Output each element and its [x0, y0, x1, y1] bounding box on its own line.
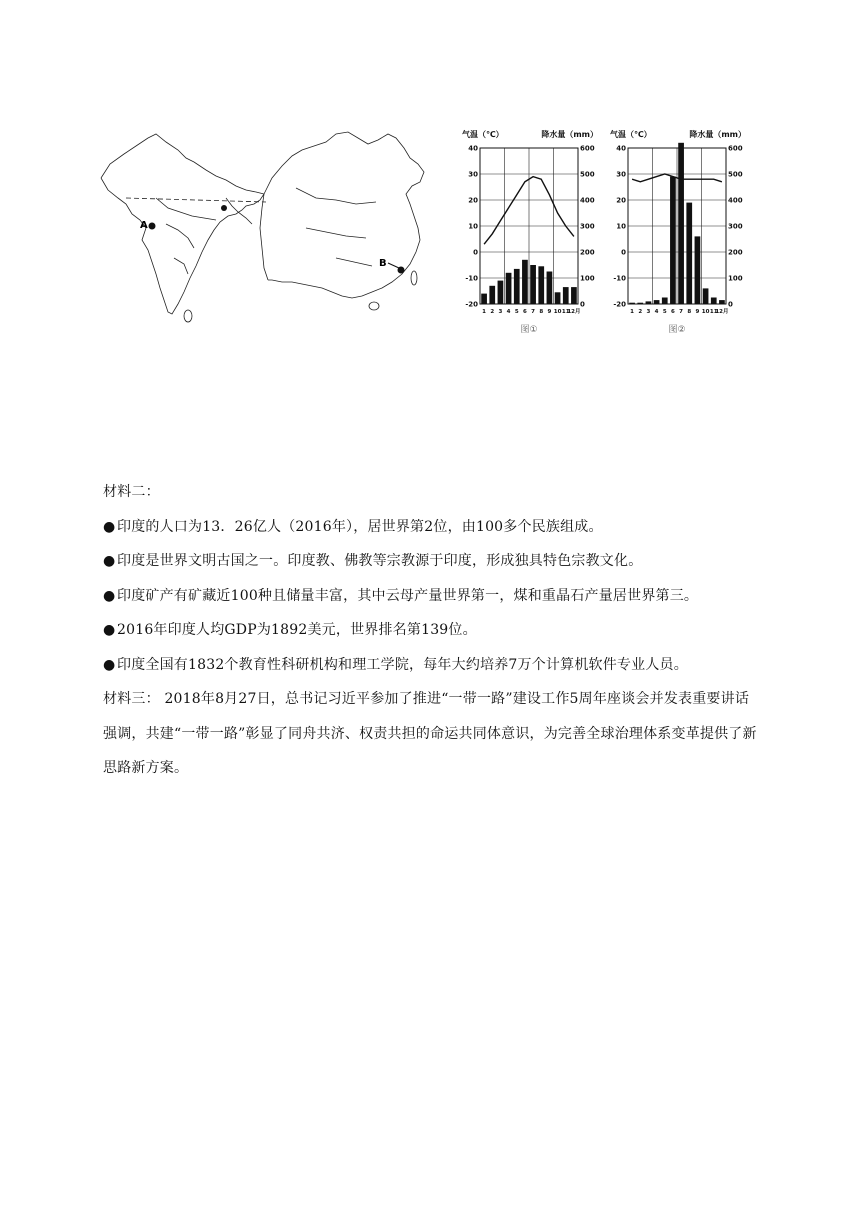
precip-bar — [670, 177, 676, 304]
y-tick-label-right: 300 — [580, 222, 595, 231]
precip-bar — [654, 300, 660, 304]
map-india-inner-1 — [156, 198, 216, 220]
bullet-icon: ● — [103, 587, 116, 604]
y-tick-label-left: -10 — [613, 274, 626, 283]
bullet-icon: ● — [103, 553, 116, 569]
x-tick-label: 6 — [523, 309, 527, 315]
y-tick-label-left: 30 — [468, 170, 478, 179]
y-axis-left-title: 气温（℃） — [610, 130, 652, 139]
material2-item-text: 印度的人口为13．26亿人（2016年），居世界第2位，由100多个民族组成。 — [117, 518, 603, 535]
x-tick-label: 8 — [539, 309, 544, 315]
x-tick-label: 2 — [490, 309, 495, 315]
climate-chart-2 — [608, 128, 748, 343]
material2-item-text: 印度是世界文明古国之一。印度教、佛教等宗教源于印度，形成独具特色宗教文化。 — [117, 553, 643, 569]
precip-bar — [481, 294, 487, 304]
precip-bar — [563, 287, 569, 304]
precip-bar — [711, 298, 717, 305]
y-tick-label-right: 500 — [580, 170, 595, 179]
material2-heading: 材料二： — [103, 484, 160, 500]
x-tick-label: 4 — [654, 309, 659, 315]
x-tick-label: 2 — [638, 309, 643, 315]
precip-bar — [646, 301, 652, 304]
precip-bar — [489, 286, 495, 304]
material2-item-text: 印度全国有1832个教育性科研机构和理工学院，每年大约培养7万个计算机软件专业人员。 — [117, 656, 688, 673]
precip-bar — [571, 287, 577, 304]
x-tick-label: 3 — [498, 309, 503, 315]
y-tick-label-right: 200 — [728, 248, 743, 257]
y-tick-label-right: 300 — [728, 222, 743, 231]
material2-item — [103, 579, 763, 614]
y-tick-label-right: 400 — [580, 196, 595, 205]
y-tick-label-left: 10 — [616, 222, 626, 231]
x-tick-label: 8 — [687, 309, 692, 315]
x-tick-label: 12月 — [715, 309, 729, 315]
x-tick-label: 1 — [630, 309, 634, 315]
map-sri-lanka — [184, 310, 192, 322]
y-tick-label-left: 20 — [616, 196, 626, 205]
precip-bar — [686, 203, 692, 304]
precip-bar — [662, 298, 668, 305]
x-tick-label: 1 — [482, 309, 486, 315]
y-axis-right-title: 降水量（mm） — [689, 130, 746, 139]
precip-bar — [498, 281, 504, 304]
x-tick-label: 9 — [695, 309, 700, 315]
map-point-a — [149, 223, 156, 230]
map-border-north — [101, 134, 264, 194]
x-tick-label: 5 — [514, 309, 519, 315]
precip-bar — [506, 273, 512, 304]
chart-caption: 图① — [520, 325, 538, 335]
y-tick-label-left: 40 — [616, 144, 626, 153]
x-tick-label: 10 — [701, 309, 710, 315]
map-china-west-border — [260, 194, 268, 280]
climate-chart-1 — [460, 128, 600, 343]
x-tick-label: 11 — [709, 309, 718, 315]
x-tick-label: 6 — [671, 309, 675, 315]
bullet-icon: ● — [103, 518, 116, 535]
map-pointer-b — [388, 263, 399, 268]
y-tick-label-left: -20 — [465, 300, 478, 309]
map-india-outline — [142, 194, 264, 314]
map-india-inner-2 — [166, 224, 194, 248]
material2-item — [103, 613, 763, 648]
precip-bar — [530, 265, 536, 304]
map-label-b: B — [379, 258, 387, 269]
text-block — [103, 475, 763, 786]
y-tick-label-left: -20 — [613, 300, 626, 309]
precip-bar — [719, 300, 725, 304]
precip-bar — [547, 272, 553, 305]
map-china-inner-3 — [336, 258, 372, 266]
material3-paragraph: 材料三： 2018年8月27日，总书记习近平参加了推进“一带一路”建设工作5周年座谈会并发表重要讲话强调，共建“一带一路”彰显了同舟共济、权责共担的命运共同体意识，为完善全球治理体系变革提供了新思路新方案。 — [103, 691, 757, 776]
y-tick-label-right: 100 — [728, 274, 743, 283]
y-tick-label-right: 100 — [580, 274, 595, 283]
x-tick-label: 4 — [506, 309, 511, 315]
map-india-china — [96, 128, 436, 328]
precip-bar — [514, 269, 520, 304]
precip-bar — [629, 303, 635, 304]
y-axis-left-title: 气温（℃） — [462, 130, 504, 139]
precip-bar — [555, 292, 561, 304]
y-tick-label-left: 0 — [473, 248, 478, 257]
material2-item — [103, 648, 763, 683]
map-china-inner-1 — [296, 188, 376, 204]
map-taiwan — [411, 271, 417, 285]
precip-bar — [678, 143, 684, 304]
precip-bar — [522, 260, 528, 304]
precip-bar — [538, 266, 544, 304]
y-tick-label-right: 600 — [728, 144, 743, 153]
figure-area — [96, 128, 746, 343]
y-tick-label-right: 500 — [728, 170, 743, 179]
y-tick-label-left: 0 — [621, 248, 626, 257]
map-marker-north — [221, 205, 227, 211]
y-tick-label-left: -10 — [465, 274, 478, 283]
map-india-inner-3 — [174, 258, 188, 274]
x-tick-label: 11 — [561, 309, 570, 315]
x-tick-label: 3 — [646, 309, 651, 315]
x-tick-label: 7 — [679, 309, 683, 315]
y-tick-label-right: 200 — [580, 248, 595, 257]
map-label-a: A — [140, 220, 148, 231]
y-tick-label-left: 40 — [468, 144, 478, 153]
y-tick-label-right: 400 — [728, 196, 743, 205]
x-tick-label: 10 — [553, 309, 562, 315]
material2-item — [103, 510, 763, 545]
x-tick-label: 5 — [662, 309, 667, 315]
precip-bar — [703, 288, 709, 304]
y-tick-label-left: 30 — [616, 170, 626, 179]
material2-item-text: 印度矿产有矿藏近100种且储量丰富，其中云母产量世界第一，煤和重晶石产量居世界第三。 — [117, 587, 699, 604]
x-tick-label: 9 — [547, 309, 552, 315]
tropic-of-cancer-line — [126, 198, 266, 202]
material2-item — [103, 544, 763, 579]
map-china-inner-2 — [306, 228, 366, 238]
chart-caption: 图② — [668, 325, 686, 335]
map-hainan — [369, 302, 379, 310]
precip-bar — [695, 236, 701, 304]
bullet-icon: ● — [103, 656, 116, 673]
bullet-icon: ● — [103, 622, 116, 638]
y-tick-label-right: 600 — [580, 144, 595, 153]
material2-item-text: 2016年印度人均GDP为1892美元，世界排名第139位。 — [117, 622, 477, 638]
y-tick-label-right: 0 — [728, 300, 733, 309]
map-india-east — [226, 198, 252, 224]
x-tick-label: 12月 — [567, 309, 581, 315]
y-tick-label-right: 0 — [580, 300, 585, 309]
y-tick-label-left: 10 — [468, 222, 478, 231]
y-axis-right-title: 降水量（mm） — [541, 130, 598, 139]
precip-bar — [637, 303, 643, 304]
y-tick-label-left: 20 — [468, 196, 478, 205]
x-tick-label: 7 — [531, 309, 535, 315]
